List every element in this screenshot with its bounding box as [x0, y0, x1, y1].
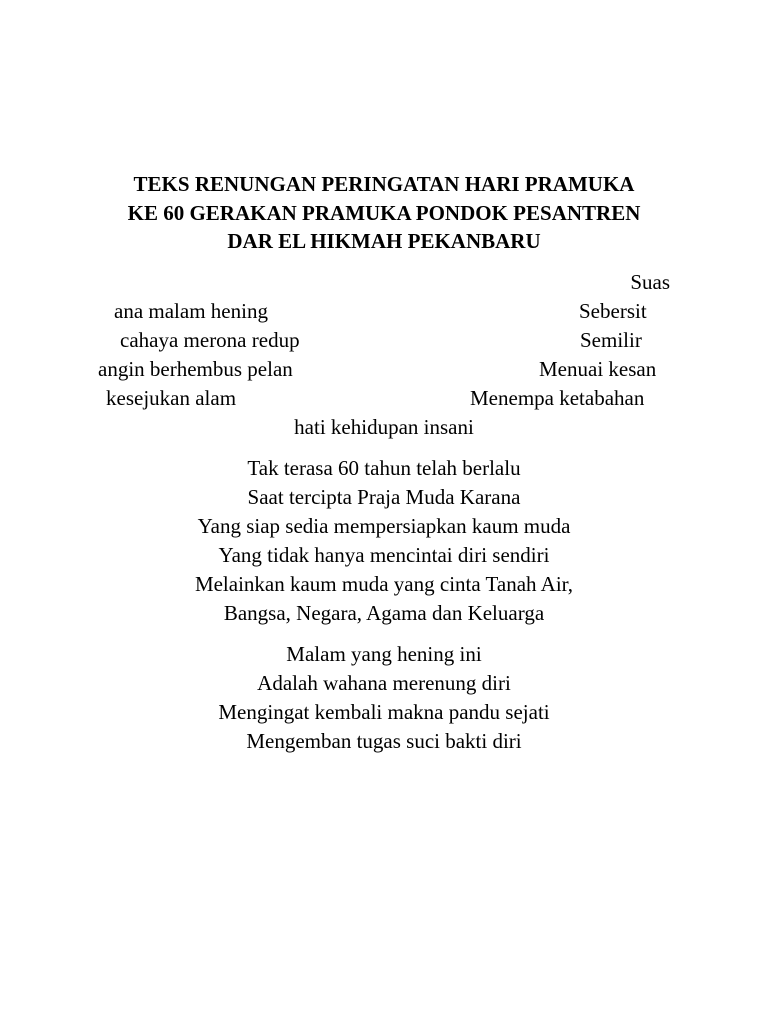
stanza-1-fragment: kesejukan alam: [106, 386, 237, 410]
title-line-2: KE 60 GERAKAN PRAMUKA PONDOK PESANTREN: [127, 200, 641, 225]
stanza-2-line: Saat tercipta Praja Muda Karana: [247, 485, 521, 509]
stanza-2-line: Bangsa, Negara, Agama dan Keluarga: [223, 601, 545, 625]
stanza-3-line: Malam yang hening ini: [286, 642, 482, 666]
stanza-3-line: Adalah wahana merenung diri: [257, 671, 511, 695]
stanza-3: [0, 640, 768, 756]
stanza-1-fragment: Menempa ketabahan: [470, 386, 645, 410]
stanza-1-fragment: Menuai kesan: [539, 357, 657, 381]
title-line-1: TEKS RENUNGAN PERINGATAN HARI PRAMUKA: [133, 172, 635, 196]
stanza-3-line: Mengingat kembali makna pandu sejati: [218, 700, 550, 724]
stanza-2: [0, 454, 768, 628]
stanza-2-line: Melainkan kaum muda yang cinta Tanah Air,: [194, 572, 574, 596]
stanza-1-fragment: Semilir: [580, 328, 642, 352]
stanza-1-fragment: hati kehidupan insani: [294, 415, 474, 439]
title-line-3: DAR EL HIKMAH PEKANBARU: [227, 229, 541, 253]
stanza-2-line: Yang siap sedia mempersiapkan kaum muda: [197, 514, 571, 538]
stanza-2-line: Yang tidak hanya mencintai diri sendiri: [218, 543, 550, 567]
document-title: [0, 170, 768, 256]
stanza-1-fragment: Suas: [630, 270, 670, 294]
stanza-1-fragment: angin berhembus pelan: [98, 357, 293, 381]
stanza-3-line: Mengemban tugas suci bakti diri: [246, 729, 522, 753]
stanza-1-fragment: Sebersit: [579, 299, 647, 323]
stanza-1-fragment: ana malam hening: [114, 299, 268, 323]
stanza-2-line: Tak terasa 60 tahun telah berlalu: [247, 456, 521, 480]
stanza-1-fragment: cahaya merona redup: [120, 328, 300, 352]
